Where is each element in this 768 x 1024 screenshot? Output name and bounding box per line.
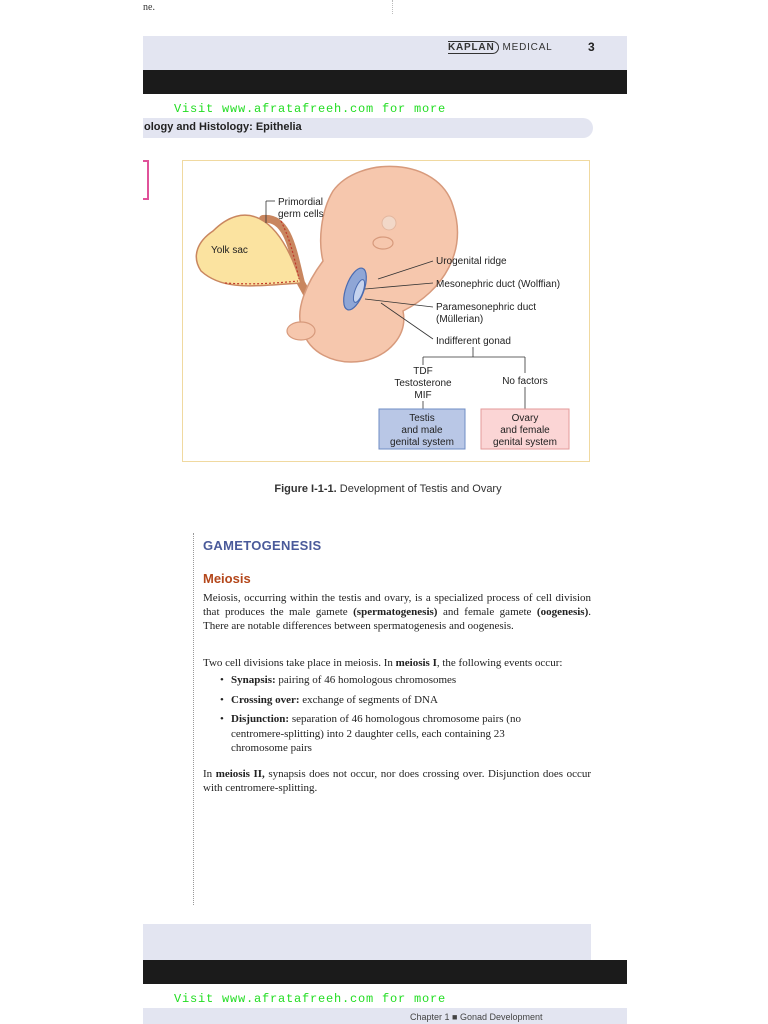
label-mif: MIF <box>414 390 432 401</box>
paragraph-meiosis-intro <box>203 591 591 634</box>
label-paramesonephric-1: Paramesonephric duct <box>436 302 537 313</box>
bullet-term: Crossing over: <box>231 693 300 706</box>
p3-term-meiosis-two: meiosis II, <box>215 768 265 780</box>
chapter-title: ology and Histology: Epithelia <box>144 121 302 133</box>
brand-name: KAPLAN <box>448 41 499 54</box>
p1-text-a: Meiosis, occurring within the testis and ovary, is a specialized process of cell division that produces the male gamete <box>203 592 591 619</box>
label-ovary-3: genital system <box>493 437 557 448</box>
label-ovary-1: Ovary <box>511 413 539 424</box>
embryo-leg <box>287 322 315 340</box>
header-black-bar <box>143 70 627 94</box>
paragraph-meiosis-one <box>203 656 591 670</box>
label-tdf: TDF <box>413 366 433 377</box>
list-item <box>220 693 590 707</box>
footer-black-bar <box>143 960 627 984</box>
figure-caption-label: Figure I-1-1. <box>274 483 337 495</box>
page-footer-band <box>143 924 591 960</box>
label-no-factors: No factors <box>502 376 548 387</box>
list-item <box>220 712 590 755</box>
embryo-body <box>300 166 458 362</box>
subsection-title: Meiosis <box>203 571 251 586</box>
bullet-term: Disjunction: <box>231 713 290 726</box>
label-ovary-2: and female <box>500 425 550 436</box>
next-page-fragment: Chapter 1 ■ Gonad Development <box>410 1012 543 1022</box>
watermark-text: Visit www.afratafreeh.com for more <box>174 992 447 1006</box>
figure-caption-text: Development of Testis and Ovary <box>336 483 502 495</box>
label-testis-2: and male <box>401 425 443 436</box>
section-title: GAMETOGENESIS <box>203 538 322 553</box>
margin-tab <box>143 160 149 200</box>
meiosis-events-list <box>220 673 590 761</box>
label-urogenital-ridge: Urogenital ridge <box>436 256 507 267</box>
p2-text-c: , the following events occur: <box>436 657 563 669</box>
bullet-text: pairing of 46 homologous chromosomes <box>275 674 457 686</box>
embryo-arm <box>373 237 393 249</box>
previous-page-fragment: ne. <box>143 2 155 13</box>
figure-caption <box>182 483 594 495</box>
p3-text-c: synapsis does not occur, nor does crossing over. Disjunction does occur with centromere-splitting. <box>203 768 592 795</box>
brand-logo <box>448 41 553 54</box>
bullet-text: separation of 46 homologous chromosome pairs (no centromere-splitting) into 2 daughter cells, each containing 23 chromosome pairs <box>231 713 521 754</box>
watermark-text: Visit www.afratafreeh.com for more <box>174 102 447 116</box>
label-mesonephric-duct: Mesonephric duct (Wolffian) <box>436 279 561 290</box>
label-testis-1: Testis <box>409 413 435 424</box>
label-testis-3: genital system <box>390 437 454 448</box>
page-header-band <box>143 36 627 70</box>
label-primordial-2: germ cells <box>278 209 324 220</box>
p2-term-meiosis-one: meiosis I <box>395 657 437 669</box>
paragraph-meiosis-two <box>203 767 591 795</box>
p2-text-a: Two cell divisions take place in meiosis. In <box>203 657 396 669</box>
figure-box <box>182 160 590 462</box>
bullet-term: Synapsis: <box>231 674 276 686</box>
label-primordial-1: Primordial <box>278 197 324 208</box>
p3-text-a: In <box>203 768 216 780</box>
label-paramesonephric-2: (Müllerian) <box>436 314 484 325</box>
page-number: 3 <box>588 40 595 54</box>
label-indifferent-gonad: Indifferent gonad <box>436 336 511 347</box>
figure-illustration <box>183 161 591 463</box>
list-item <box>220 673 590 687</box>
section-rule <box>193 533 194 905</box>
embryo-eye <box>382 216 396 230</box>
label-testosterone: Testosterone <box>394 378 452 389</box>
p1-term-spermatogenesis: (spermatogenesis) <box>353 606 438 619</box>
p1-term-oogenesis: (oogenesis) <box>536 606 589 619</box>
label-yolk-sac: Yolk sac <box>211 245 248 256</box>
brand-suffix: MEDICAL <box>502 42 553 53</box>
p1-text-e: . There are notable differences between spermatogenesis and oogenesis. <box>203 606 591 633</box>
p1-text-c: and female gamete <box>437 606 537 619</box>
next-page-band <box>143 1008 627 1024</box>
bullet-text: exchange of segments of DNA <box>299 693 438 706</box>
column-divider <box>392 0 393 14</box>
